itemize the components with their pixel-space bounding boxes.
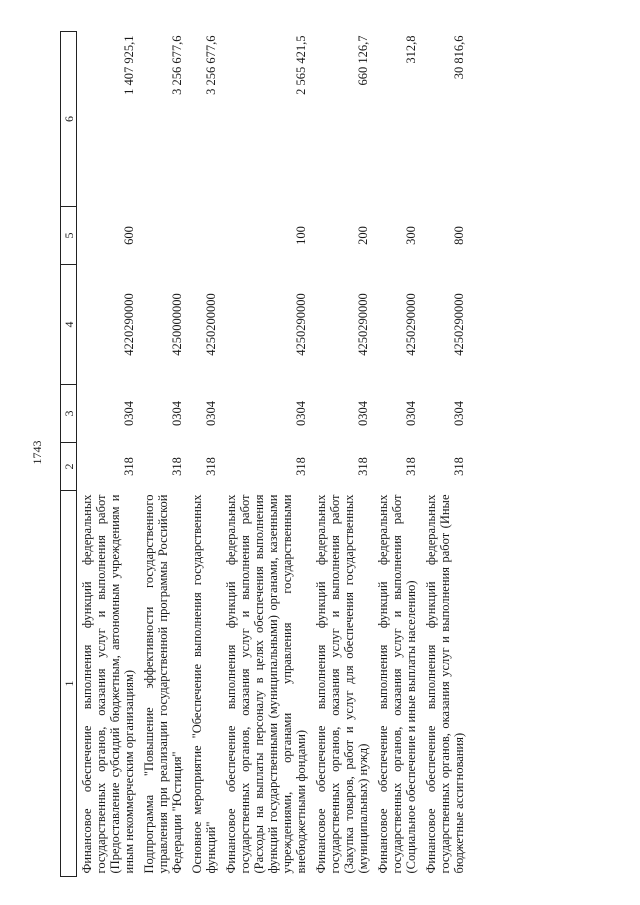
row-code: 318 [404,457,418,476]
header-col-6: 6 [61,32,77,207]
row-description: Финансовое обеспечение выполнения функций федеральных государственных органов, оказания услуг и выполнения работ (Предоставление субсидий бюджетным, автономным учреждениям и иным некоммерческим организациям) [80,494,136,874]
row-section: 0304 [452,401,466,426]
row-description: Финансовое обеспечение выполнения функций федеральных государственных органов, оказания услуг и выполнения работ (Закупка товаров, работ и услуг для обеспечения государственных (муниципальных) нужд) [314,494,370,874]
row-amount: 2 565 421,5 [294,35,308,95]
table-row [187,32,221,877]
header-col-4: 4 [61,265,77,385]
row-amount: 1 407 925,1 [122,35,136,95]
row-description: Основное мероприятие "Обеспечение выполнения государственных функций" [190,494,218,874]
row-type: 600 [122,226,136,245]
row-amount: 660 126,7 [356,35,370,86]
row-target: 4250290000 [294,293,308,356]
row-section: 0304 [170,401,184,426]
table-row [421,32,469,877]
row-target: 4250000000 [170,293,184,356]
header-col-2: 2 [61,443,77,491]
row-description: Финансовое обеспечение выполнения функций федеральных государственных органов, оказания услуг и выполнения работ (Расходы на выплаты персоналу в целях обеспечения выполнения функций государственными (муниципальными) органами, казенными учреждениями, органами управления государственными внебюджетными фондами) [224,494,308,874]
header-col-1: 1 [61,491,77,877]
row-section: 0304 [122,401,136,426]
row-type [187,207,221,265]
row-type: 100 [294,226,308,245]
row-code: 318 [294,457,308,476]
row-code: 318 [170,457,184,476]
row-description: Финансовое обеспечение выполнения функций федеральных государственных органов, оказания услуг и выполнения работ (Иные бюджетные ассигнования) [424,494,466,874]
table-row [221,32,311,877]
table-row [311,32,373,877]
row-section: 0304 [356,401,370,426]
row-target: 4250200000 [204,293,218,356]
table-row [373,32,421,877]
row-section: 0304 [404,401,418,426]
header-row [61,32,77,877]
row-section: 0304 [204,401,218,426]
row-description: Финансовое обеспечение выполнения функций федеральных государственных органов, оказания услуг и выполнения работ (Социальное обеспечение и иные выплаты населению) [376,494,418,874]
row-code: 318 [452,457,466,476]
row-target: 4250290000 [404,293,418,356]
row-code: 318 [122,457,136,476]
row-type: 200 [356,226,370,245]
row-amount: 3 256 677,6 [170,35,184,95]
row-description: Подпрограмма "Повышение эффективности государственного управления при реализации государственной программы Российской Федерации "Юстиция" [142,494,184,874]
row-section: 0304 [294,401,308,426]
page-number: 1743 [30,440,44,465]
row-type [139,207,187,265]
row-target: 4250290000 [356,293,370,356]
row-type: 300 [404,226,418,245]
budget-table [60,31,469,877]
row-target: 4250290000 [452,293,466,356]
table-row [139,32,187,877]
header-col-3: 3 [61,385,77,443]
table-row [77,32,140,877]
row-amount: 3 256 677,6 [204,35,218,95]
row-amount: 312,8 [404,35,418,64]
row-type: 800 [452,226,466,245]
row-target: 4220290000 [122,293,136,356]
row-amount: 30 816,6 [452,35,466,80]
header-col-5: 5 [61,207,77,265]
row-code: 318 [356,457,370,476]
row-code: 318 [204,457,218,476]
